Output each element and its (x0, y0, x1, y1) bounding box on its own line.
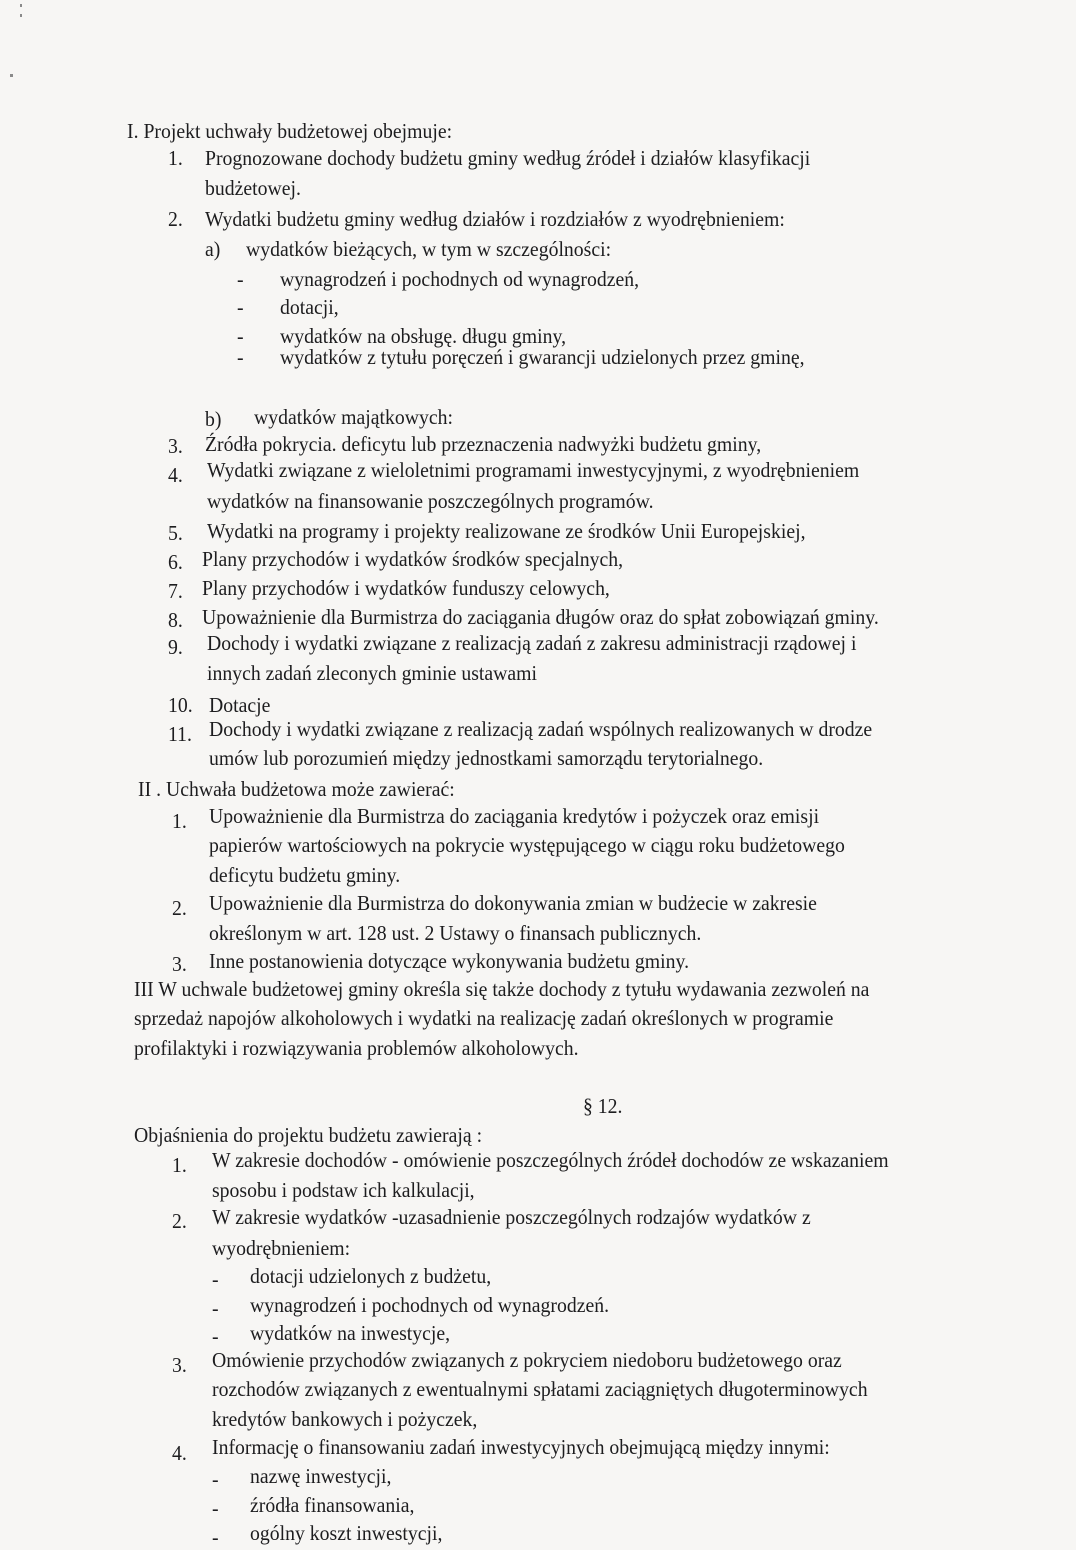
bullet-text: wydatków na inwestycje, (250, 1321, 451, 1345)
bullet-dash: - (212, 1267, 219, 1291)
bullet-text: wydatków z tytułu poręczeń i gwarancji udzielonych przez gminę, (280, 345, 805, 369)
list-item-text: kredytów bankowych i pożyczek, (212, 1407, 478, 1431)
list-item-text: Plany przychodów i wydatków funduszy celowych, (202, 576, 610, 600)
sub-item-label: b) (205, 407, 222, 431)
list-number: 2. (172, 896, 187, 920)
list-item-text: Źródła pokrycia. deficytu lub przeznaczenia nadwyżki budżetu gminy, (205, 432, 762, 456)
bullet-dash: - (212, 1496, 219, 1520)
bullet-text: wynagrodzeń i pochodnych od wynagrodzeń, (280, 267, 640, 291)
bullet-text: nazwę inwestycji, (250, 1464, 392, 1488)
section-heading: I. Projekt uchwały budżetowej obejmuje: (127, 119, 453, 143)
list-item-text: sposobu i podstaw ich kalkulacji, (212, 1178, 475, 1202)
list-item-text: Inne postanowienia dotyczące wykonywania budżetu gminy. (209, 949, 690, 973)
list-item-text: Plany przychodów i wydatków środków specjalnych, (202, 547, 624, 571)
section-paragraph: III W uchwale budżetowej gminy określa się także dochody z tytułu wydawania zezwoleń na (134, 977, 870, 1001)
sub-item-label: a) (205, 237, 221, 261)
list-number: 3. (172, 952, 187, 976)
list-number: 4. (172, 1441, 187, 1465)
bullet-text: wydatków na obsługę. długu gminy, (280, 324, 567, 348)
list-number: 11. (168, 722, 192, 746)
bullet-dash: - (212, 1525, 219, 1549)
list-item-text: Informację o finansowaniu zadań inwestycyjnych obejmującą między innymi: (212, 1435, 830, 1459)
bullet-text: wynagrodzeń i pochodnych od wynagrodzeń. (250, 1293, 610, 1317)
list-item-text: Upoważnienie dla Burmistrza do zaciągania kredytów i pożyczek oraz emisji (209, 804, 820, 828)
list-item-text: Wydatki budżetu gminy według działów i rozdziałów z wyodrębnieniem: (205, 207, 785, 231)
scan-speck (20, 14, 22, 17)
sub-item-text: wydatków majątkowych: (254, 405, 454, 429)
bullet-dash: - (212, 1324, 219, 1348)
sub-item-text: wydatków bieżących, w tym w szczególności: (246, 237, 612, 261)
list-number: 9. (168, 635, 183, 659)
list-item-text: wyodrębnieniem: (212, 1236, 351, 1260)
list-item-text: Wydatki na programy i projekty realizowane ze środków Unii Europejskiej, (207, 519, 806, 543)
scan-speck (10, 74, 13, 77)
list-number: 2. (172, 1209, 187, 1233)
list-number: 6. (168, 550, 183, 574)
list-number: 3. (168, 434, 183, 458)
bullet-dash: - (212, 1296, 219, 1320)
list-item-text: innych zadań zleconych gminie ustawami (207, 661, 537, 685)
section-paragraph: sprzedaż napojów alkoholowych i wydatki na realizację zadań określonych w programie (134, 1006, 834, 1030)
bullet-dash: - (237, 345, 244, 369)
list-number: 1. (172, 809, 187, 833)
list-number: 2. (168, 207, 183, 231)
bullet-text: dotacji, (280, 295, 339, 319)
bullet-dash: - (237, 295, 244, 319)
list-item-text: Dochody i wydatki związane z realizacją zadań wspólnych realizowanych w drodze (209, 717, 873, 741)
list-number: 10. (168, 693, 193, 717)
list-number: 4. (168, 463, 183, 487)
list-number: 8. (168, 608, 183, 632)
scan-speck (20, 4, 22, 7)
bullet-dash: - (237, 267, 244, 291)
list-item-text: Upoważnienie dla Burmistrza do dokonywania zmian w budżecie w zakresie (209, 891, 817, 915)
list-item-text: deficytu budżetu gminy. (209, 863, 401, 887)
list-item-text: wydatków na finansowanie poszczególnych programów. (207, 489, 654, 513)
list-number: 1. (172, 1153, 187, 1177)
list-number: 3. (172, 1353, 187, 1377)
list-item-text: budżetowej. (205, 176, 301, 200)
list-item-text: W zakresie dochodów - omówienie poszczególnych źródeł dochodów ze wskazaniem (212, 1148, 889, 1172)
list-item-text: papierów wartościowych na pokrycie występującego w ciągu roku budżetowego (209, 833, 845, 857)
list-number: 1. (168, 146, 183, 170)
list-item-text: umów lub porozumień między jednostkami samorządu terytorialnego. (209, 746, 764, 770)
bullet-dash: - (237, 324, 244, 348)
list-number: 7. (168, 579, 183, 603)
list-item-text: Dotacje (209, 693, 271, 717)
section-paragraph: profilaktyki i rozwiązywania problemów alkoholowych. (134, 1036, 579, 1060)
list-item-text: Wydatki związane z wieloletnimi programami inwestycyjnymi, z wyodrębnieniem (207, 458, 860, 482)
paragraph-title: § 12. (583, 1094, 623, 1118)
list-item-text: Omówienie przychodów związanych z pokryciem niedoboru budżetowego oraz (212, 1348, 842, 1372)
bullet-text: źródła finansowania, (250, 1493, 415, 1517)
list-item-text: W zakresie wydatków -uzasadnienie poszczególnych rodzajów wydatków z (212, 1205, 811, 1229)
bullet-dash: - (212, 1467, 219, 1491)
bullet-text: dotacji udzielonych z budżetu, (250, 1264, 492, 1288)
list-item-text: określonym w art. 128 ust. 2 Ustawy o finansach publicznych. (209, 921, 702, 945)
list-number: 5. (168, 521, 183, 545)
bullet-text: ogólny koszt inwestycji, (250, 1521, 443, 1545)
list-item-text: Upoważnienie dla Burmistrza do zaciągania długów oraz do spłat zobowiązań gminy. (202, 605, 879, 629)
list-item-text: Dochody i wydatki związane z realizacją zadań z zakresu administracji rządowej i (207, 631, 857, 655)
section-heading: II . Uchwała budżetowa może zawierać: (138, 777, 455, 801)
list-item-text: rozchodów związanych z ewentualnymi spłatami zaciągniętych długoterminowych (212, 1377, 868, 1401)
paragraph-intro: Objaśnienia do projektu budżetu zawierają : (134, 1123, 483, 1147)
list-item-text: Prognozowane dochody budżetu gminy według źródeł i działów klasyfikacji (205, 146, 811, 170)
